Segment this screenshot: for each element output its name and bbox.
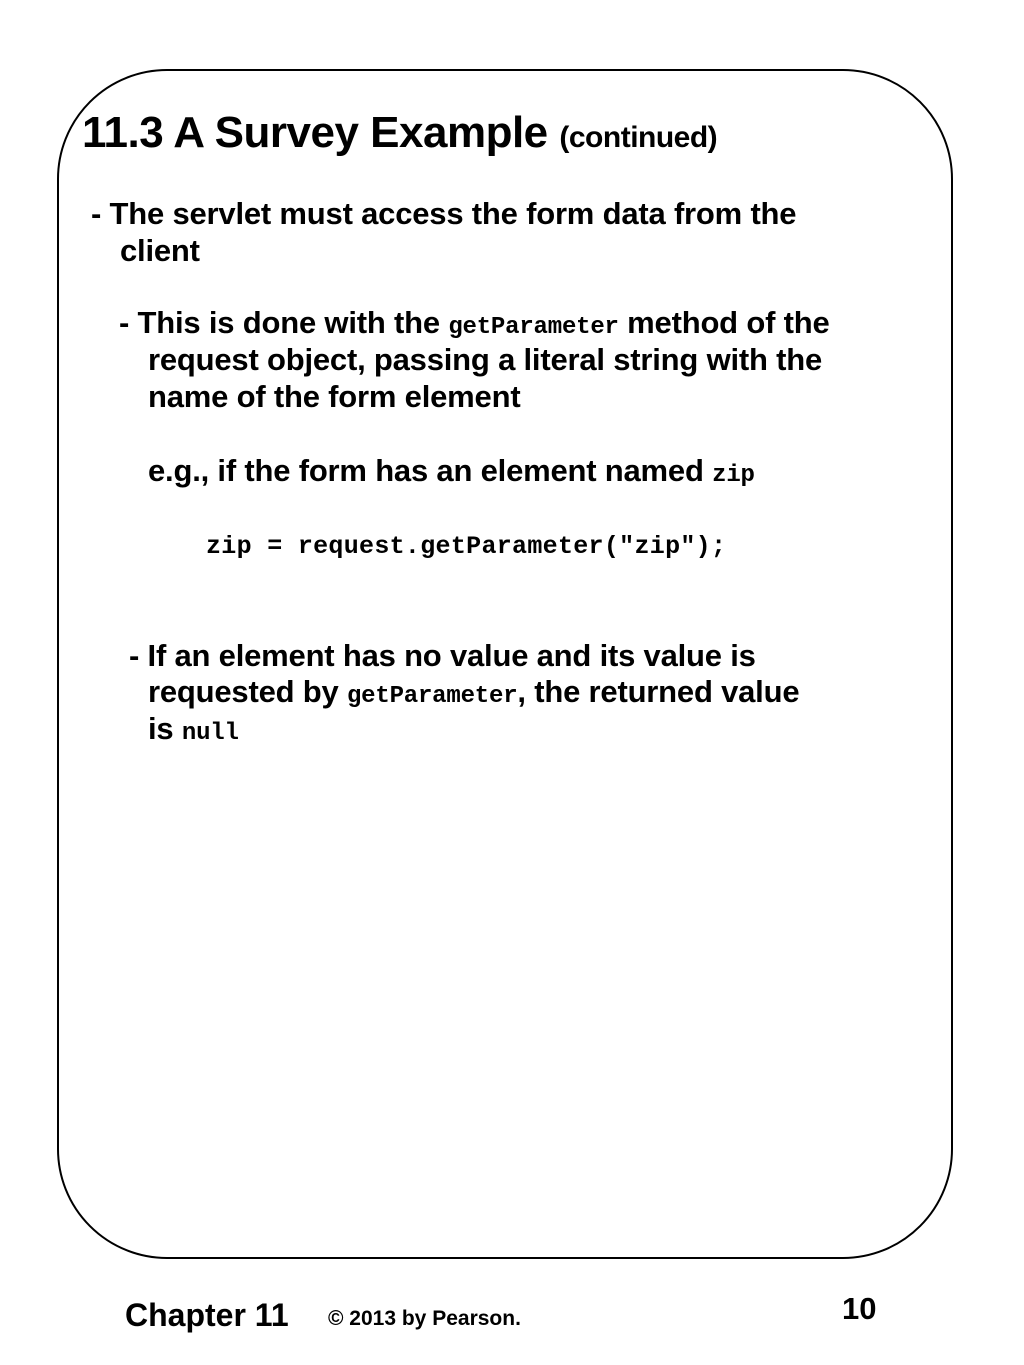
example-code: zip (712, 462, 755, 489)
footer-copyright: © 2013 by Pearson. (328, 1307, 521, 1330)
bullet-3-code: getParameter (346, 683, 518, 710)
bullet-2-prefix: - This is done with the (119, 305, 449, 340)
bullet-3-line-1: - If an element has no value and its value is (129, 638, 756, 673)
code-example: zip = request.getParameter("zip"); (206, 532, 727, 561)
slide-title-text: 11.3 A Survey Example (82, 108, 548, 157)
bullet-3-suffix: , the returned value (517, 674, 800, 709)
bullet-2-line-2: request object, passing a literal string with the (148, 342, 823, 377)
bullet-3-prefix: requested by (148, 674, 347, 709)
bullet-3-line-2 (148, 673, 799, 715)
footer-chapter: Chapter 11 (125, 1297, 289, 1333)
bullet-3-line-3-prefix: is (148, 711, 182, 746)
example-line (148, 452, 755, 494)
bullet-3-line-3 (148, 710, 239, 752)
bullet-2-line-1 (119, 304, 830, 346)
bullet-2-suffix: method of the (618, 305, 830, 340)
slide-title (82, 108, 717, 163)
bullet-2-code: getParameter (448, 314, 619, 341)
bullet-2-line-3: name of the form element (148, 379, 521, 414)
example-text: e.g., if the form has an element named (148, 453, 713, 488)
bullet-1-line-1: - The servlet must access the form data from the (91, 196, 797, 231)
slide-title-suffix: (continued) (559, 121, 718, 154)
footer-page-number: 10 (842, 1291, 877, 1326)
bullet-3-null-code: null (181, 720, 239, 747)
bullet-1-line-2: client (120, 233, 200, 268)
